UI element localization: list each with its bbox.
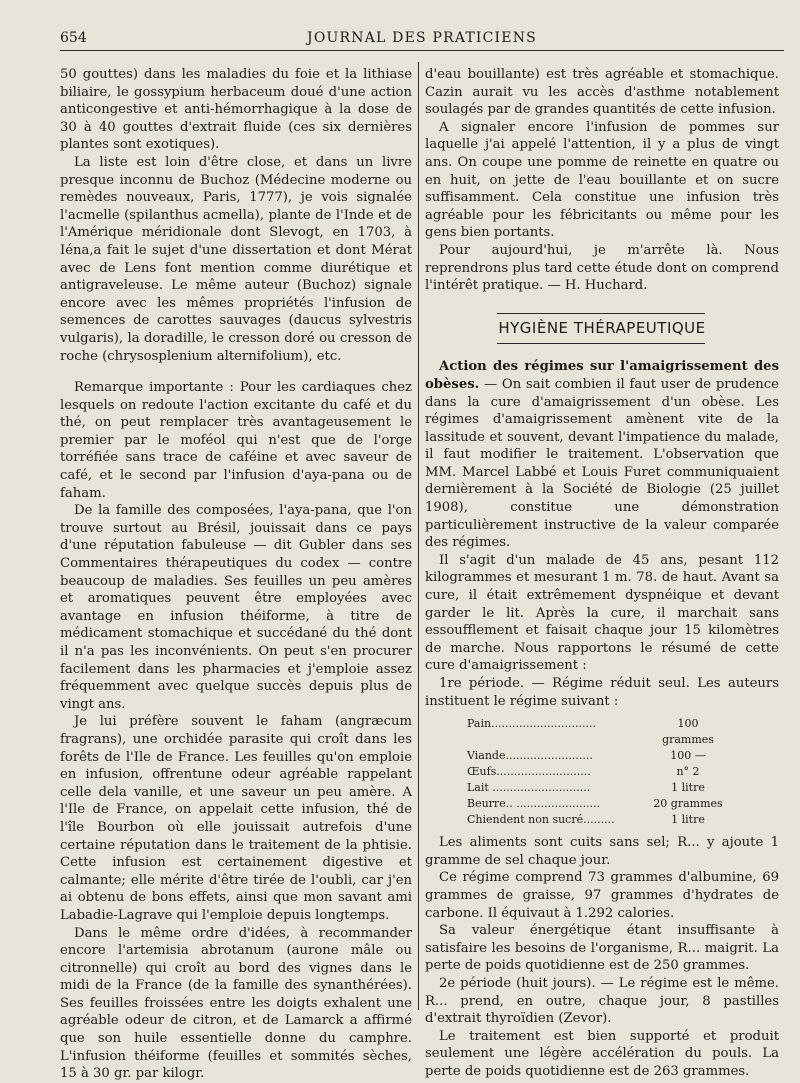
section-title: HYGIÈNE THÉRAPEUTIQUE (498, 318, 706, 337)
diet-row (467, 780, 723, 796)
diet-item: Beurre.. ........................ (467, 797, 601, 811)
diet-item: Œufs........................... (467, 765, 591, 779)
diet-qty: 100 grammes (662, 717, 714, 747)
page-number: 654 (60, 30, 87, 46)
paragraph: Ce régime comprend 73 grammes d'albumine, 69 grammes de graisse, 97 grammes d'hydrates de carbone. Il équivaut à 1.292 calories. (425, 870, 779, 921)
section-rule-bottom (497, 343, 705, 344)
paragraph: La liste est loin d'être close, et dans un livre presque inconnu de Buchoz (Médecine moderne ou remèdes nouveaux, Paris, 1777), je vois signalée l'acmelle (spilanthus acmella), plante de l'Inde et de l'Amérique méridionale dont Slevogt, en 1703, à Iéna,a fait le sujet d'une dissertation et dont Mérat avec de Lens font mention comme diurétique et antigraveleuse. Le même auteur (Buchoz) signale encore avec les mêmes propriétés l'infusion de semences de carottes sauvages (daucus sylvestris vulgaris), la doradille, le cresson doré ou cresson de roche (chrysosplenium alternifolium), etc. (60, 154, 412, 364)
paragraph: Sa valeur énergétique étant insuffisante à satisfaire les besoins de l'organisme, R... maigrit. La perte de poids quotidienne est de 250 grammes. (425, 923, 779, 974)
diet-qty: 1 litre (671, 813, 705, 827)
paragraph: Remarque importante : Pour les cardiaques chez lesquels on redoute l'action excitante du café et du thé, on peut remplacer très avantageusement le premier par le moféol qui n'est que de l'orge torréfiée sans trace de caféine et avec saveur de café, et le second par l'infusion d'aya-pana ou de faham. (60, 380, 412, 501)
paragraph: 50 gouttes) dans les maladies du foie et la lithiase biliaire, le gossypium herbaceum doué d'une action anticongestive et anti-hémorrhagique à la dose de 30 à 40 gouttes d'extrait fluide (ces six dernières plantes sont exotiques). (60, 67, 412, 153)
diet-row (467, 716, 723, 748)
paragraph: Je lui préfère souvent le faham (angræcum fragrans), une orchidée parasite qui croît dans les forêts de l'Ile de France. Les feuilles qu'on emploie en infusion, offrentune odeur agréable rappelant celle dela vanille, et une saveur un peu amère. A l'Ile de France, on appelait cette infusion, thé de l'île Bourbon où elle jouissait autrefois d'une certaine réputation dans le traitement de la phtisie. Cette infusion est certainement digestive et calmante; elle mérite d'être tirée de l'oubli, car j'en ai obtenu de bons effets, ainsi que mon savant ami Labadie-Lagrave qui l'emploie depuis longtemps. (60, 714, 412, 923)
paragraph: Dans le même ordre d'idées, à recommander encore l'artemisia abrotanum (aurone mâle ou citronnelle) qui croît au bord des vignes dans le midi de la France (de la famille des synanthérées). Ses feuilles froissées entre les doigts exhalent une agréable odeur de citron, et de Lamarck a affirmé que son huile essentielle donne du camphre. L'infusion théiforme (feuilles et sommités sèches, 15 à 30 gr. par kilogr. (60, 925, 412, 1082)
running-head: JOURNAL DES PRATICIENS (307, 30, 537, 46)
paragraph: A signaler encore l'infusion de pommes sur laquelle j'ai appelé l'attention, il y a plus de vingt ans. On coupe une pomme de reinette en quatre ou en huit, on jette de l'eau bouillante et on sucre suffisamment. Cela constitue une infusion très agréable pour les fébricitants ou même pour les gens bien portants. (425, 119, 779, 241)
article-lead-text: — On sait combien il faut user de prudence dans la cure d'amaigrissement d'un obèse. Les régimes d'amaigrissement amènent vite de la lassitude et souvent, devant l'impatience du malade, il faut modifier le traitement. L'observation que MM. Marcel Labbé et Louis Furet communiquaient dernièrement à la Société de Biologie (25 juillet 1908), constitue une démonstration particulièrement instructive de la valeur comparée des régimes. (425, 376, 779, 551)
paragraph: Les aliments sont cuits sans sel; R... y ajoute 1 gramme de sel chaque jour. (425, 835, 779, 868)
diet-row (467, 764, 723, 780)
diet-qty: 1 litre (671, 781, 705, 795)
paragraph: Le traitement est bien supporté et produit seulement une légère accélération du pouls. La perte de poids quotidienne est de 263 grammes. (425, 1028, 779, 1079)
paragraph: De la famille des composées, l'aya-pana, que l'on trouve surtout au Brésil, jouissait dans ce pays d'une réputation fabuleuse — dit Gubler dans ses Commentaires thérapeutiques du codex — contre beaucoup de maladies. Ses feuilles un peu amères et aromatiques peuvent être employées avec avantage en infusion théiforme, à titre de médicament stomachique et succédané du thé dont il n'a pas les inconvénients. On peut s'en procurer facilement dans les pharmacies et j'emploie assez fréquemment avec quelque succès depuis plus de vingt ans. (60, 503, 412, 712)
right-column (425, 66, 779, 1079)
diet-qty: n° 2 (676, 765, 700, 779)
diet-row (467, 748, 723, 764)
paragraph: 1re période. — Régime réduit seul. Les auteurs instituent le régime suivant : (425, 676, 779, 709)
article-heading: Action des régimes sur l'amaigrissement des obèses. (425, 359, 779, 392)
diet-item: Viande......................... (467, 749, 593, 763)
column-divider (418, 62, 419, 1010)
paragraph: 2e période (huit jours). — Le régime est le même. R... prend, en outre, chaque jour, 8 pastilles d'extrait thyroïdien (Zevor). (425, 975, 779, 1027)
diet-qty: 100 — (670, 749, 706, 763)
diet-qty: 20 grammes (653, 797, 723, 811)
left-column (60, 66, 412, 1082)
diet-item: Lait ............................ (467, 781, 591, 795)
paragraph: Il s'agit d'un malade de 45 ans, pesant 112 kilogrammes et mesurant 1 m. 78. de haut. Avant sa cure, il était extrêmement dyspnéique et devant garder le lit. Après la cure, il marchait sans essoufflement et faisait chaque jour 15 kilomètres de marche. Nous rapportons le résumé de cette cure d'amaigrissement : (425, 552, 779, 674)
paragraph: Pour aujourd'hui, je m'arrête là. Nous reprendrons plus tard cette étude dont on comprend l'intérêt pratique. — H. Huchard. (425, 242, 779, 294)
diet-item: Pain.............................. (467, 717, 596, 731)
diet-row (467, 796, 723, 812)
section-rule-top (497, 313, 705, 314)
diet-row (467, 812, 723, 828)
diet-table (467, 716, 723, 828)
diet-item: Chiendent non sucré......... (467, 813, 615, 827)
article-paragraph (425, 358, 779, 552)
page-header (60, 26, 784, 51)
paragraph: d'eau bouillante) est très agréable et stomachique. Cazin aurait vu les accès d'asthme notablement soulagés par de grandes quantités de cette infusion. (425, 67, 779, 118)
